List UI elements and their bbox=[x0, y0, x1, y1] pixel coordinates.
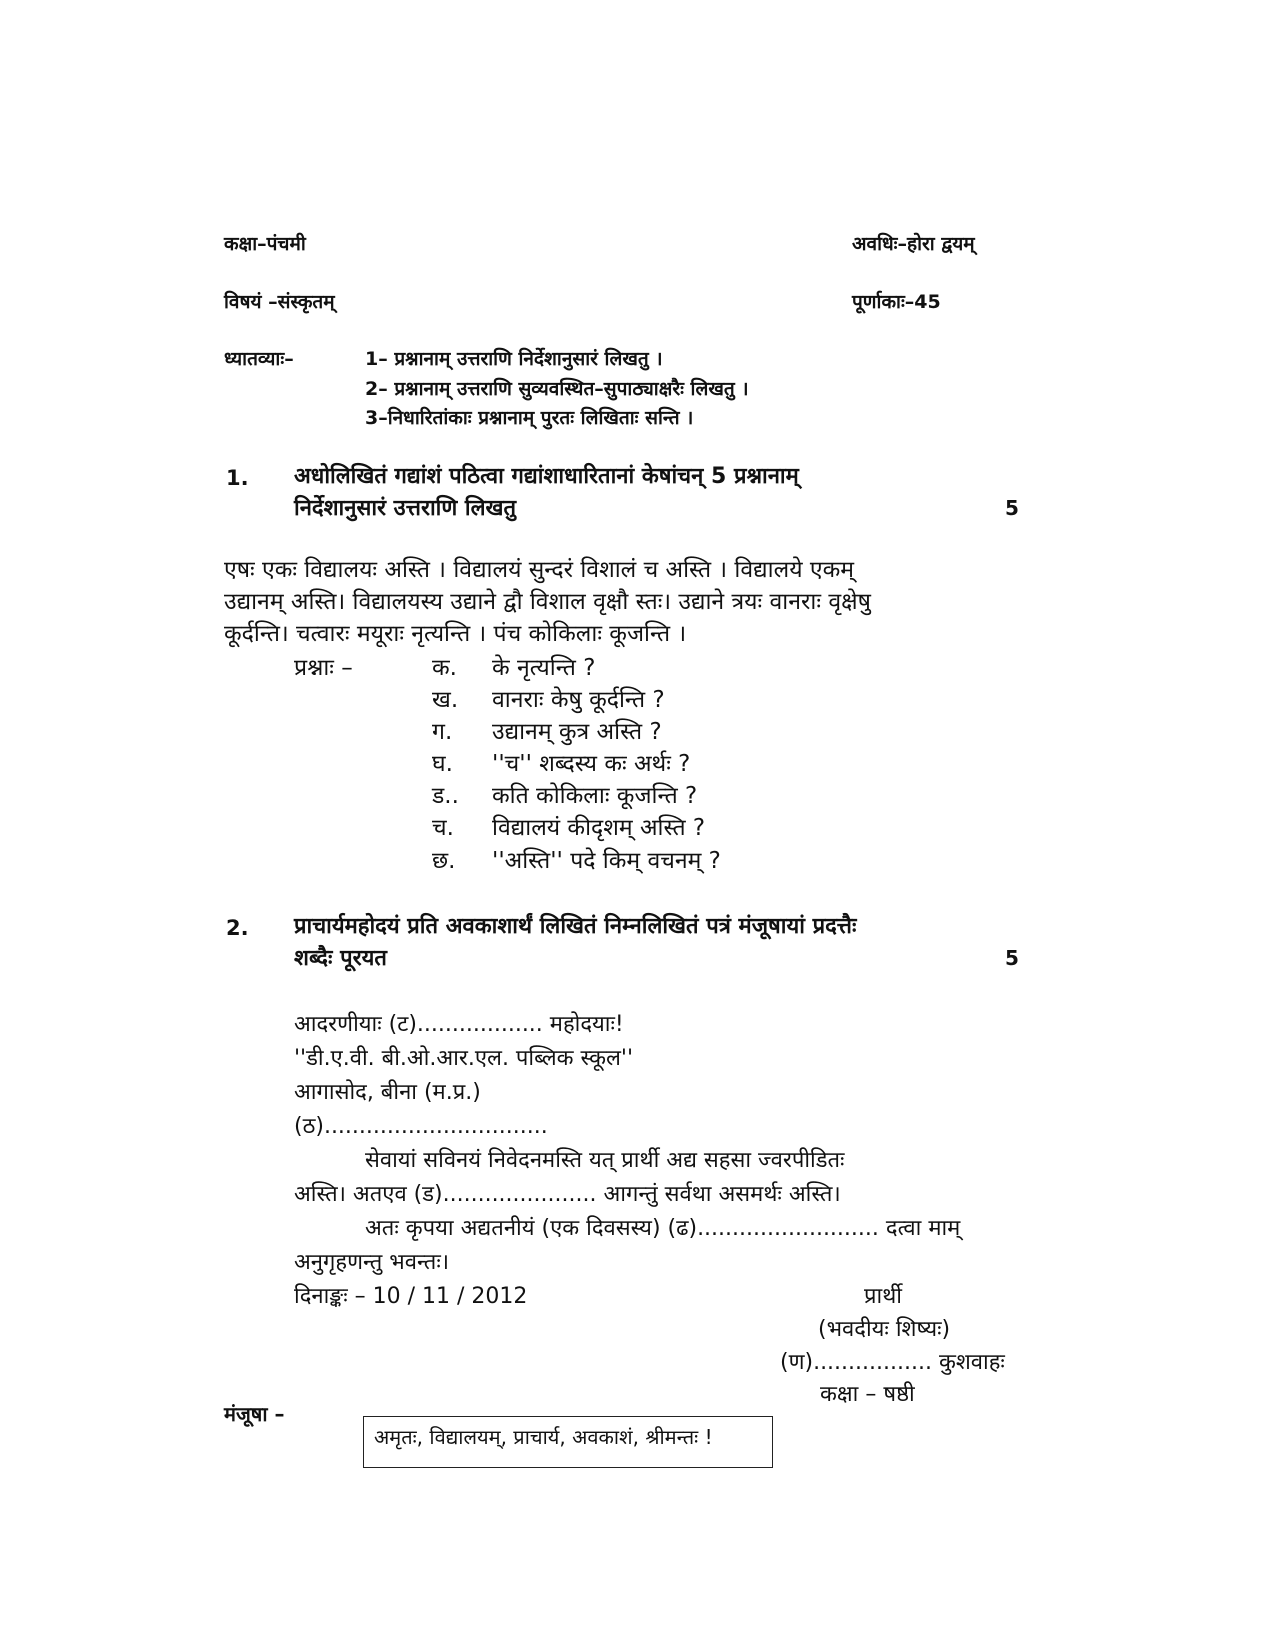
max-marks-label: पूर्णाकाः–45 bbox=[852, 291, 941, 313]
question-text: वानराः केषु कूर्दन्ति ? bbox=[492, 687, 665, 713]
q2-text-line2: शब्दैः पूरयत bbox=[294, 946, 387, 971]
instructions-label: ध्यातव्याः– bbox=[224, 348, 294, 370]
q2-marks: 5 bbox=[1005, 946, 1019, 970]
question-text: विद्यालयं कीदृशम् अस्ति ? bbox=[492, 815, 706, 841]
q1-marks: 5 bbox=[1005, 496, 1019, 520]
question-label: ड.. bbox=[432, 783, 459, 809]
q1-text-line2: निर्देशानुसारं उत्तराणि लिखतु bbox=[294, 496, 517, 521]
q2-text-line1: प्राचार्यमहोदयं प्रति अवकाशार्थं लिखितं निम्नलिखितं पत्रं मंजूषायां प्रदत्तैः bbox=[294, 914, 857, 939]
instruction-item: 2– प्रश्नानाम् उत्तराणि सुव्यवस्थित–सुपाठ्याक्षरैः लिखतु । bbox=[365, 378, 749, 400]
word-box-label: मंजूषा – bbox=[224, 1402, 285, 1426]
instruction-item: 3–निधारितांकाः प्रश्नानाम् पुरतः लिखिताः सन्ति । bbox=[365, 407, 694, 429]
q2-number: 2. bbox=[226, 916, 249, 940]
letter-body: अतः कृपया अद्यतनीयं (एक दिवसस्य) (ढ).......................... दत्वा माम् bbox=[365, 1216, 961, 1241]
passage-line: उद्यानम् अस्ति। विद्यालयस्य उद्याने द्वौ विशाल वृक्षौ स्तः। उद्याने त्रयः वानराः वृक्षेषु bbox=[224, 589, 871, 615]
word-box-words: अमृतः, विद्यालयम्, प्राचार्य, अवकाशं, श्रीमन्तः ! bbox=[374, 1425, 713, 1449]
question-label: ग. bbox=[432, 719, 453, 745]
question-text: के नृत्यन्ति ? bbox=[492, 655, 596, 681]
question-label: छ. bbox=[432, 848, 456, 874]
question-label: क. bbox=[432, 655, 457, 681]
questions-label: प्रश्नाः – bbox=[294, 655, 353, 681]
question-text: ''च'' शब्दस्य कः अर्थः ? bbox=[492, 751, 691, 777]
letter-signature: (ण)................. कुशवाहः bbox=[780, 1350, 1005, 1375]
letter-signature: कक्षा – षष्ठी bbox=[820, 1382, 915, 1407]
letter-date: दिनाङ्कः – 10 / 11 / 2012 bbox=[294, 1284, 528, 1309]
question-label: घ. bbox=[432, 751, 453, 777]
passage-line: कूर्दन्ति। चत्वारः मयूराः नृत्यन्ति । पंच कोकिलाः कूजन्ति । bbox=[224, 621, 687, 647]
passage-line: एषः एकः विद्यालयः अस्ति । विद्यालयं सुन्दरं विशालं च अस्ति । विद्यालये एकम् bbox=[224, 557, 855, 583]
duration-label: अवधिः–होरा द्वयम् bbox=[852, 233, 975, 255]
instruction-item: 1– प्रश्नानाम् उत्तराणि निर्देशानुसारं लिखतु । bbox=[365, 348, 663, 370]
subject-label: विषयं –संस्कृतम् bbox=[224, 291, 335, 313]
question-label: ख. bbox=[432, 687, 459, 713]
letter-place: आगासोद, बीना (म.प्र.) bbox=[294, 1080, 481, 1105]
q1-text-line1: अधोलिखितं गद्यांशं पठित्वा गद्यांशाधारितानां केषांचन् 5 प्रश्नानाम् bbox=[294, 464, 799, 489]
letter-blank: (ठ)................................ bbox=[294, 1114, 548, 1139]
question-text: ''अस्ति'' पदे किम् वचनम् ? bbox=[492, 848, 721, 874]
question-label: च. bbox=[432, 815, 454, 841]
class-label: कक्षा–पंचमी bbox=[224, 233, 306, 255]
letter-body: अनुगृहणन्तु भवन्तः। bbox=[294, 1250, 450, 1275]
letter-body: सेवायां सविनयं निवेदनमस्ति यत् प्रार्थी अद्य सहसा ज्वरपीडितः bbox=[365, 1148, 845, 1173]
q1-number: 1. bbox=[226, 466, 249, 490]
letter-signature: प्रार्थी bbox=[864, 1284, 902, 1309]
word-box bbox=[363, 1416, 773, 1468]
letter-school: ''डी.ए.वी. बी.ओ.आर.एल. पब्लिक स्कूल'' bbox=[294, 1046, 634, 1071]
letter-body: अस्ति। अतएव (ड)...................... आगन्तुं सर्वथा असमर्थः अस्ति। bbox=[294, 1182, 841, 1207]
question-text: कति कोकिलाः कूजन्ति ? bbox=[492, 783, 698, 809]
letter-signature: (भवदीयः शिष्यः) bbox=[818, 1317, 951, 1342]
question-text: उद्यानम् कुत्र अस्ति ? bbox=[492, 719, 662, 745]
letter-salutation: आदरणीयाः (ट).................. महोदयाः! bbox=[294, 1012, 624, 1037]
